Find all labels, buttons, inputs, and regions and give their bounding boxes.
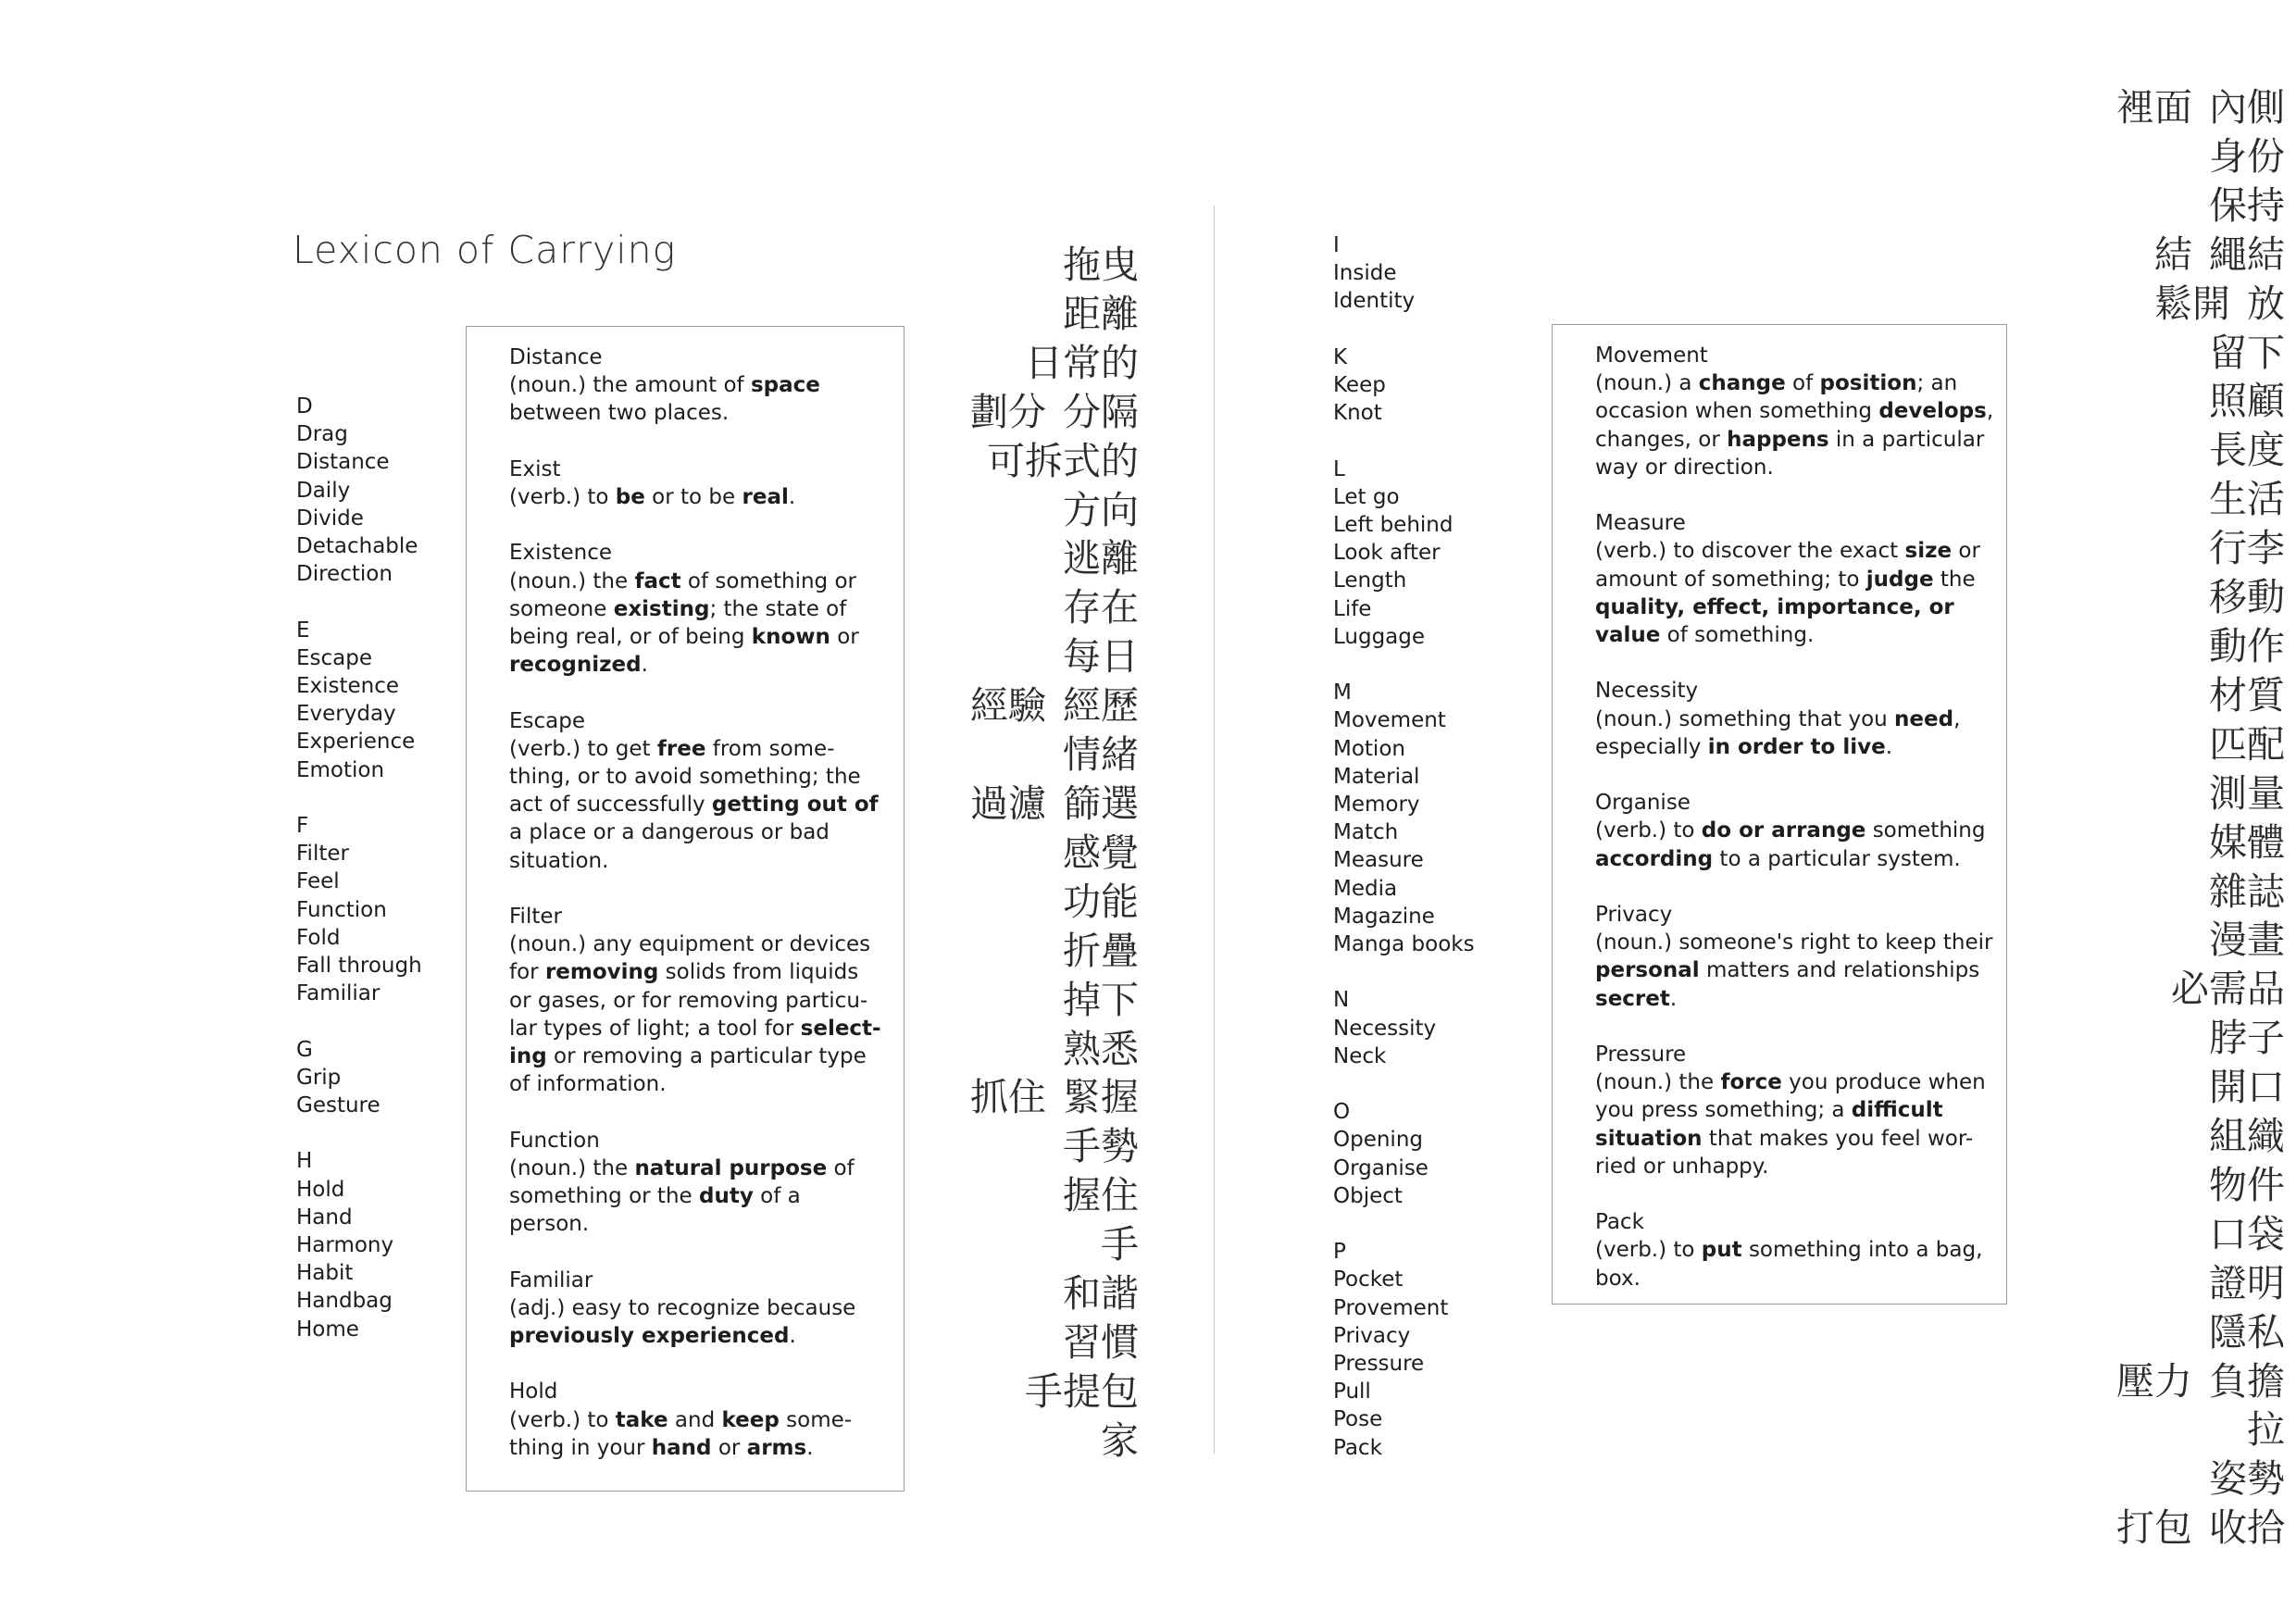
chinese-term: 掉下	[1063, 977, 1139, 1022]
chinese-row	[970, 927, 1139, 976]
chinese-term: 匹配	[2209, 721, 2285, 767]
definition-entry	[1595, 1041, 2006, 1180]
definition-text: (verb.) to get free from some- thing, or to avoid something; the act of successfully getting out of a place or a dangerous or bad situation.	[509, 736, 879, 873]
definition-term: Necessity	[1595, 679, 1699, 704]
definition-text: (noun.) a change of position; an occasion when something develops, changes, or happens in a particular way or direction.	[1595, 371, 1994, 480]
index-word: Function	[296, 897, 387, 922]
index-word: Inside	[1333, 261, 1397, 286]
definition-text: (verb.) to take and keep some- thing in your hand or arms.	[509, 1407, 853, 1460]
index-word: Magazine	[1333, 904, 1435, 929]
index-word: Memory	[1333, 793, 1420, 818]
chinese-term: 移動	[2209, 575, 2285, 620]
index-word: Direction	[296, 562, 393, 587]
list-gap	[1333, 958, 1475, 986]
chinese-term: 家	[1101, 1417, 1139, 1463]
index-letter: H	[296, 1149, 313, 1174]
chinese-term: 必需品	[2171, 967, 2285, 1012]
chinese-term: 情緒	[1063, 732, 1139, 778]
index-word: Fall through	[296, 954, 422, 979]
chinese-row	[2116, 868, 2285, 917]
chinese-term: 分隔	[1063, 389, 1139, 434]
chinese-row	[2116, 769, 2285, 818]
chinese-row	[970, 388, 1139, 437]
index-word: Pressure	[1333, 1352, 1425, 1377]
chinese-term: 經歷	[1063, 683, 1139, 729]
chinese-term: 漫畫	[2209, 918, 2285, 963]
index-word: Match	[1333, 820, 1399, 845]
definition-term: Escape	[509, 708, 586, 733]
chinese-term: 手勢	[1063, 1124, 1139, 1169]
index-letter: L	[1333, 456, 1345, 481]
chinese-term: 感覺	[1063, 830, 1139, 875]
chinese-term: 長度	[2209, 428, 2285, 473]
definition-term: Measure	[1595, 511, 1686, 536]
chinese-row	[2116, 1014, 2285, 1063]
index-word: Home	[296, 1317, 359, 1342]
definition-term: Hold	[509, 1380, 558, 1405]
chinese-row	[970, 534, 1139, 583]
index-word: Keep	[1333, 373, 1386, 397]
index-word: Media	[1333, 876, 1398, 901]
chinese-term: 保持	[2209, 182, 2285, 228]
chinese-row	[970, 878, 1139, 927]
definition-term: Exist	[509, 456, 561, 481]
index-word: Material	[1333, 764, 1420, 789]
chinese-term: 隱私	[2209, 1309, 2285, 1355]
chinese-row	[970, 1025, 1139, 1074]
chinese-term: 逃離	[1063, 536, 1139, 581]
chinese-row	[2116, 280, 2285, 329]
chinese-row	[2116, 1405, 2285, 1454]
index-word: Distance	[296, 450, 390, 475]
chinese-term: 測量	[2209, 770, 2285, 816]
chinese-term: 每日	[1063, 634, 1139, 680]
index-word: Privacy	[1333, 1323, 1411, 1348]
chinese-row	[2116, 377, 2285, 426]
definition-entry	[1595, 789, 2006, 873]
chinese-row	[970, 486, 1139, 535]
chinese-row	[970, 681, 1139, 730]
column-divider	[1214, 206, 1215, 1454]
chinese-term: 可拆式的	[987, 438, 1139, 483]
list-gap	[1333, 427, 1475, 455]
chinese-row	[2116, 1308, 2285, 1357]
definition-entry	[509, 1378, 904, 1462]
index-word: Manga books	[1333, 932, 1475, 957]
chinese-row	[2116, 329, 2285, 378]
definition-text: (noun.) the amount of space between two places.	[509, 373, 820, 426]
definition-entry	[509, 903, 904, 1098]
index-letter: N	[1333, 988, 1350, 1013]
index-word: Harmony	[296, 1233, 394, 1258]
definition-text: (noun.) the natural purpose of something or the duty of a person.	[509, 1155, 855, 1237]
index-word: Existence	[296, 674, 400, 699]
chinese-row	[970, 780, 1139, 829]
chinese-term: 生活	[2209, 477, 2285, 522]
index-word: Organise	[1333, 1155, 1429, 1180]
definition-text: (adj.) easy to recognize because previously experienced.	[509, 1295, 856, 1349]
chinese-row	[2116, 1161, 2285, 1210]
index-letter: G	[296, 1037, 313, 1062]
index-word: Look after	[1333, 541, 1441, 566]
index-word: Let go	[1333, 484, 1400, 509]
definition-text: (noun.) the fact of something or someone existing; the state of being real, or of being known or recognized.	[509, 568, 859, 678]
chinese-alt-term: 抓住	[970, 1075, 1046, 1120]
index-word: Fold	[296, 925, 341, 950]
index-word: Provement	[1333, 1295, 1449, 1320]
word-index-left	[296, 393, 422, 1343]
definition-text: (verb.) to discover the exact size or amount of something; to judge the quality, effect, importance, or value of something.	[1595, 539, 1980, 648]
chinese-row	[2116, 426, 2285, 475]
definition-entry	[1595, 1208, 2006, 1292]
chinese-row	[970, 290, 1139, 339]
chinese-row	[970, 1269, 1139, 1318]
list-gap	[1333, 316, 1475, 343]
list-gap	[296, 1119, 422, 1147]
index-word: Divide	[296, 506, 364, 531]
index-word: Habit	[296, 1261, 354, 1286]
chinese-row	[2116, 1357, 2285, 1406]
chinese-term: 雜誌	[2209, 868, 2285, 914]
chinese-row	[2116, 965, 2285, 1014]
index-word: Familiar	[296, 981, 381, 1006]
index-word: Object	[1333, 1183, 1403, 1208]
definition-term: Familiar	[509, 1267, 593, 1292]
index-word: Escape	[296, 645, 373, 670]
chinese-term: 方向	[1063, 487, 1139, 532]
index-word: Life	[1333, 596, 1372, 621]
chinese-row	[970, 1171, 1139, 1220]
index-word: Everyday	[296, 702, 396, 727]
definition-term: Pressure	[1595, 1042, 1687, 1067]
chinese-alt-term: 裡面	[2116, 85, 2192, 130]
chinese-row	[970, 1417, 1139, 1466]
chinese-row	[2116, 231, 2285, 280]
chinese-row	[970, 339, 1139, 388]
chinese-row	[970, 1073, 1139, 1122]
index-word: Experience	[296, 730, 416, 755]
chinese-term: 組織	[2209, 1114, 2285, 1159]
definition-entry	[1595, 901, 2006, 1013]
chinese-row	[970, 976, 1139, 1025]
list-gap	[296, 588, 422, 616]
definition-entry	[509, 539, 904, 679]
list-gap	[296, 1007, 422, 1035]
chinese-row	[2116, 622, 2285, 671]
chinese-row	[970, 730, 1139, 780]
definition-entry	[509, 1127, 904, 1239]
index-word: Pull	[1333, 1380, 1371, 1405]
index-letter: M	[1333, 680, 1352, 705]
chinese-term: 行李	[2209, 526, 2285, 571]
chinese-row	[2116, 1259, 2285, 1308]
chinese-row	[2116, 475, 2285, 524]
definition-term: Privacy	[1595, 903, 1673, 927]
index-word: Movement	[1333, 708, 1446, 733]
chinese-row	[2116, 573, 2285, 622]
index-word: Detachable	[296, 534, 418, 559]
index-word: Emotion	[296, 757, 385, 782]
chinese-alt-term: 劃分	[970, 389, 1046, 434]
chinese-row	[2116, 1454, 2285, 1504]
index-letter: F	[296, 814, 309, 839]
chinese-term: 和諧	[1063, 1271, 1139, 1317]
chinese-alt-term: 結	[2154, 231, 2192, 277]
index-letter: O	[1333, 1100, 1351, 1125]
index-word: Feel	[296, 869, 340, 894]
list-gap	[296, 784, 422, 812]
definition-term: Existence	[509, 541, 613, 566]
index-word: Pose	[1333, 1407, 1383, 1432]
index-word: Handbag	[296, 1289, 393, 1314]
definition-entry	[509, 1267, 904, 1351]
chinese-term: 習慣	[1063, 1319, 1139, 1365]
index-word: Knot	[1333, 401, 1382, 426]
index-word: Pocket	[1333, 1267, 1404, 1292]
chinese-alt-term: 過濾	[970, 780, 1046, 826]
chinese-term: 功能	[1063, 879, 1139, 924]
chinese-term: 收拾	[2209, 1505, 2285, 1551]
chinese-term: 手	[1101, 1222, 1139, 1267]
index-word: Pack	[1333, 1435, 1382, 1460]
definition-entry	[1595, 677, 2006, 761]
chinese-row	[970, 829, 1139, 878]
chinese-row	[970, 1220, 1139, 1269]
chinese-row	[970, 1367, 1139, 1417]
index-letter: K	[1333, 344, 1348, 369]
index-word: Motion	[1333, 736, 1405, 761]
index-word: Necessity	[1333, 1016, 1437, 1041]
chinese-term: 日常的	[1025, 340, 1139, 385]
chinese-translation-column-middle	[970, 241, 1139, 1466]
word-index-right	[1333, 231, 1475, 1462]
index-letter: P	[1333, 1240, 1346, 1265]
index-word: Hold	[296, 1177, 345, 1202]
definition-term: Movement	[1595, 343, 1708, 368]
chinese-term: 熟悉	[1063, 1026, 1139, 1071]
chinese-alt-term: 打包	[2116, 1505, 2192, 1551]
definition-box-left	[466, 326, 905, 1492]
chinese-term: 留下	[2209, 330, 2285, 375]
chinese-alt-term: 壓力	[2116, 1358, 2192, 1404]
index-word: Neck	[1333, 1043, 1387, 1068]
definition-term: Organise	[1595, 791, 1691, 816]
page-title: Lexicon of Carrying	[293, 228, 677, 272]
index-letter: D	[296, 394, 313, 418]
chinese-row	[970, 583, 1139, 632]
definition-text: (noun.) any equipment or devices for removing solids from liquids or gases, or for removing particu- lar types of light; a tool for select- ing or removing a particular type of information.	[509, 932, 881, 1097]
chinese-term: 繩結	[2209, 231, 2285, 277]
chinese-row	[2116, 1210, 2285, 1259]
index-word: Daily	[296, 478, 351, 503]
chinese-term: 內側	[2209, 85, 2285, 130]
definition-text: (noun.) the force you produce when you press something; a difficult situation that makes you feel wor- ried or unhappy.	[1595, 1070, 1986, 1179]
index-word: Hand	[296, 1205, 353, 1230]
chinese-row	[2116, 916, 2285, 965]
chinese-row	[2116, 1504, 2285, 1553]
chinese-term: 拉	[2247, 1407, 2285, 1453]
definition-text: (verb.) to be or to be real.	[509, 485, 796, 509]
chinese-row	[2116, 1112, 2285, 1161]
chinese-alt-term: 經驗	[970, 683, 1046, 729]
chinese-row	[2116, 83, 2285, 132]
chinese-row	[2116, 132, 2285, 181]
chinese-term: 媒體	[2209, 819, 2285, 865]
definition-entry	[509, 456, 904, 511]
chinese-term: 篩選	[1063, 780, 1139, 826]
index-word: Length	[1333, 568, 1407, 593]
index-word: Opening	[1333, 1128, 1423, 1153]
chinese-term: 證明	[2209, 1260, 2285, 1305]
chinese-term: 材質	[2209, 672, 2285, 718]
index-word: Gesture	[296, 1093, 381, 1118]
definition-term: Filter	[509, 905, 562, 929]
list-gap	[1333, 651, 1475, 679]
list-gap	[1333, 1210, 1475, 1238]
chinese-alt-term: 鬆開	[2154, 281, 2230, 326]
index-word: Measure	[1333, 848, 1424, 873]
chinese-term: 放	[2247, 281, 2285, 326]
chinese-term: 緊握	[1063, 1075, 1139, 1120]
chinese-row	[2116, 720, 2285, 769]
chinese-term: 握住	[1063, 1173, 1139, 1218]
chinese-term: 口袋	[2209, 1211, 2285, 1256]
chinese-row	[970, 632, 1139, 681]
definition-entry	[509, 707, 904, 875]
chinese-term: 拖曳	[1063, 243, 1139, 287]
definition-text: (noun.) something that you need, especially in order to live.	[1595, 706, 1961, 759]
chinese-term: 手提包	[1025, 1368, 1139, 1414]
index-word: Drag	[296, 422, 348, 447]
chinese-row	[970, 437, 1139, 486]
chinese-term: 折疊	[1063, 928, 1139, 973]
chinese-term: 開口	[2209, 1065, 2285, 1110]
chinese-term: 身份	[2209, 133, 2285, 179]
chinese-term: 負擔	[2209, 1358, 2285, 1404]
definition-entry	[509, 343, 904, 428]
definition-text: (verb.) to put something into a bag, box.	[1595, 1238, 1983, 1291]
definition-term: Pack	[1595, 1210, 1644, 1235]
chinese-row	[2116, 671, 2285, 720]
index-word: Identity	[1333, 289, 1416, 314]
index-word: Left behind	[1333, 513, 1454, 537]
chinese-term: 動作	[2209, 623, 2285, 668]
chinese-translation-column-right	[2116, 83, 2285, 1553]
definition-text: (noun.) someone's right to keep their personal matters and relationships secret.	[1595, 930, 1993, 1011]
definition-text: (verb.) to do or arrange something according to a particular system.	[1595, 818, 1986, 871]
chinese-term: 姿勢	[2209, 1456, 2285, 1502]
chinese-term: 物件	[2209, 1162, 2285, 1207]
index-letter: E	[296, 618, 310, 643]
chinese-row	[2116, 818, 2285, 868]
chinese-row	[970, 241, 1139, 290]
chinese-row	[2116, 181, 2285, 231]
definition-entry	[1595, 509, 2006, 649]
definition-box-right	[1552, 324, 2007, 1305]
definition-term: Distance	[509, 345, 603, 369]
chinese-term: 存在	[1063, 585, 1139, 630]
chinese-row	[2116, 1063, 2285, 1112]
index-word: Filter	[296, 842, 349, 867]
definition-entry	[1595, 342, 2006, 481]
index-word: Luggage	[1333, 624, 1426, 649]
list-gap	[1333, 1070, 1475, 1098]
chinese-term: 照顧	[2209, 379, 2285, 424]
chinese-row	[970, 1318, 1139, 1367]
index-letter: I	[1333, 233, 1340, 257]
index-word: Grip	[296, 1065, 342, 1090]
chinese-term: 距離	[1063, 291, 1139, 336]
chinese-row	[970, 1122, 1139, 1171]
chinese-row	[2116, 524, 2285, 573]
definition-term: Function	[509, 1128, 600, 1153]
chinese-term: 脖子	[2209, 1016, 2285, 1061]
